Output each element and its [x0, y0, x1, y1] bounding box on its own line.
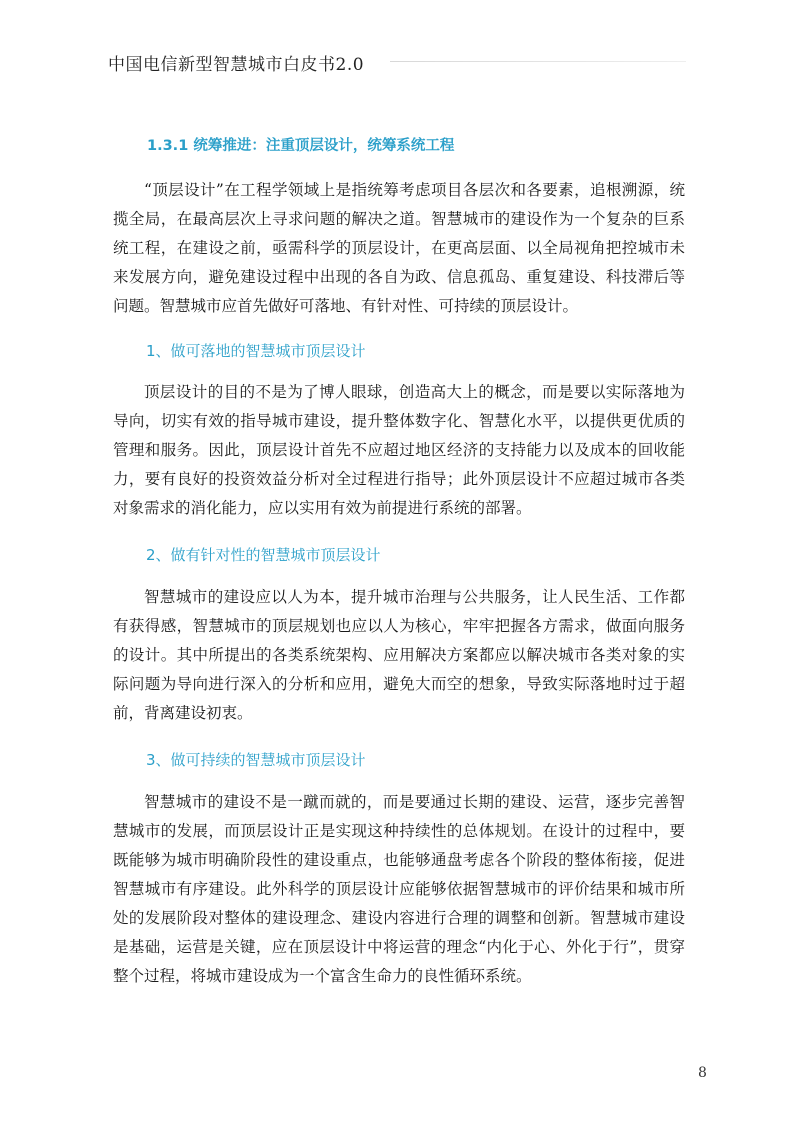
subsection-heading-2: 2、做有针对性的智慧城市顶层设计: [146, 546, 381, 564]
section-heading: 1.3.1 统筹推进：注重顶层设计，统筹系统工程: [147, 138, 455, 154]
subsection-heading-3: 3、做可持续的智慧城市顶层设计: [146, 751, 366, 769]
subsection-paragraph-3: 智慧城市的建设不是一蹴而就的，而是要通过长期的建设、运营，逐步完善智慧城市的发展，而顶层设计正是实现这种持续性的总体规划。在设计的过程中，要既能够为城市明确阶段性的建设重点，也能够通盘考虑各个阶段的整体衔接，促进智慧城市有序建设。此外科学的顶层设计应能够依据智慧城市的评价结果和城市所处的发展阶段对整体的建设理念、建设内容进行合理的调整和创新。智慧城市建设是基础，运营是关键，应在顶层设计中将运营的理念“内化于心、外化于行”，贯穿整个过程，将城市建设成为一个富含生命力的良性循环系统。: [113, 793, 685, 985]
subsection-paragraph-2: 智慧城市的建设应以人为本，提升城市治理与公共服务，让人民生活、工作都有获得感，智慧城市的顶层规划也应以人为核心，牢牢把握各方需求，做面向服务的设计。其中所提出的各类系统架构、应用解决方案都应以解决城市各类对象的实际问题为导向进行深入的分析和应用，避免大而空的想象，导致实际落地时过于超前，背离建设初衷。: [113, 588, 685, 722]
page-number: 8: [698, 1065, 707, 1081]
intro-paragraph: “顶层设计”在工程学领域上是指统筹考虑项目各层次和各要素，追根溯源，统揽全局，在最高层次上寻求问题的解决之道。智慧城市的建设作为一个复杂的巨系统工程，在建设之前，亟需科学的顶层设计，在更高层面、以全局视角把控城市未来发展方向，避免建设过程中出现的各自为政、信息孤岛、重复建设、科技滞后等问题。智慧城市应首先做好可落地、有针对性、可持续的顶层设计。: [113, 181, 685, 315]
header-divider: [390, 61, 686, 62]
subsection-paragraph-1: 顶层设计的目的不是为了博人眼球，创造高大上的概念，而是要以实际落地为导向，切实有效的指导城市建设，提升整体数字化、智慧化水平，以提供更优质的管理和服务。因此，顶层设计首先不应超过地区经济的支持能力以及成本的回收能力，要有良好的投资效益分析对全过程进行指导；此外顶层设计不应超过城市各类对象需求的消化能力，应以实用有效为前提进行系统的部署。: [113, 383, 685, 517]
subsection-heading-1: 1、做可落地的智慧城市顶层设计: [146, 342, 366, 360]
document-header-title: 中国电信新型智慧城市白皮书2.0: [108, 55, 365, 75]
